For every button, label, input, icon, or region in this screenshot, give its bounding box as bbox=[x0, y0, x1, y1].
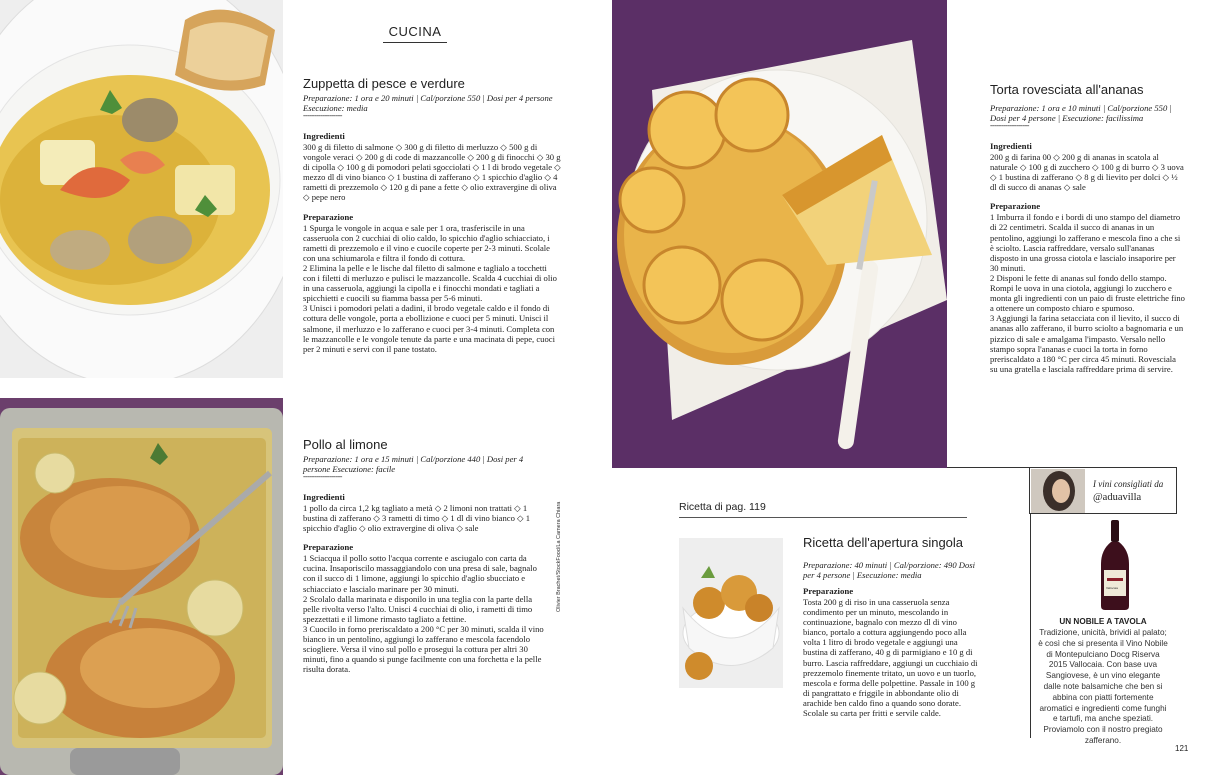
step-2: 2 Scolalo dalla marinata e disponilo in una teglia con la parte della pelle rivolta verso l'alto. Unisci 4 cucchiai di olio, i rametti di timo spezzettati e il limone rimasto tagliato a fettine. bbox=[303, 593, 533, 624]
preparation-heading: Preparazione bbox=[803, 586, 854, 596]
preparation-heading: Preparazione bbox=[990, 201, 1041, 212]
wine-box-top-rule bbox=[947, 467, 1176, 468]
recipe-reference: Ricetta di pag. 119 bbox=[679, 501, 766, 513]
pineapple-cake-photo bbox=[612, 0, 947, 468]
wine-box-bottom-rule bbox=[1029, 513, 1176, 514]
recipe-title: Zuppetta di pesce e verdure bbox=[303, 76, 465, 91]
fish-soup-photo bbox=[0, 0, 283, 378]
divider-dashes: ------------------ bbox=[303, 472, 342, 481]
recipe-title: Pollo al limone bbox=[303, 437, 388, 452]
recipe-meta: Preparazione: 1 ora e 10 minuti | Cal/porzione 550 | Dosi per 4 persone | Esecuzione: facilissima bbox=[990, 103, 1172, 123]
bottle-label: Vallocaia bbox=[1106, 586, 1118, 590]
recipe-meta: Preparazione: 1 ora e 15 minuti | Cal/porzione 440 | Dosi per 4 persone Esecuzione: facile bbox=[303, 454, 524, 474]
recipe-apertura bbox=[803, 535, 983, 718]
reference-rule bbox=[679, 517, 967, 518]
divider-dashes: ------------------ bbox=[990, 121, 1029, 130]
step-2: 2 Elimina la pelle e le lische dal filetto di salmone e taglialo a tocchetti con i filetti di merluzzo e pulisci le mazzancolle. Scalda 4 cucchiai di olio in una casseruola, aggiungi la cipolla e i finocchi mondati e tagliati a spicchietti e cuocili su fiamma bassa per 5-6 minuti. bbox=[303, 262, 557, 304]
step-3: 3 Unisci i pomodori pelati a dadini, il brodo vegetale caldo e il fondo di cottura delle vongole, porta a ebollizione e cuoci per 5 minuti. Unisci il salmone, il merluzzo e lo zafferano e cuoci per 3-4 minuti. Completa con le mazzancolle e le vongole tenute da parte e una macinata di pepe, cuoci per 2 minuti e servi con il pane tostato. bbox=[303, 303, 555, 354]
wine-box-left-rule bbox=[1029, 467, 1030, 514]
recipe-meta: Preparazione: 1 ora e 20 minuti | Cal/porzione 550 | Dosi per 4 persone Esecuzione: media bbox=[303, 93, 553, 113]
step-1: 1 Sciacqua il pollo sotto l'acqua corrente e asciugalo con carta da cucina. Insaporiscilo massaggiandolo con una presa di sale, bagnalo con il succo di 1 limone, aggiungi lo spicchio d'aglio sbucciato e schiacciato e lascialo marinare per 30 minuti. bbox=[303, 553, 537, 594]
recipe-title: Torta rovesciata all'ananas bbox=[990, 82, 1144, 97]
sommelier-handle: @aduavilla bbox=[1093, 492, 1142, 503]
wine-box-right-rule bbox=[1176, 467, 1177, 514]
recipe-meta: Preparazione: 40 minuti | Cal/porzione: 490 Dosi per 4 persone | Esecuzione: media bbox=[803, 560, 976, 580]
recipe-pollo bbox=[303, 437, 548, 674]
ingredients-heading: Ingredienti bbox=[303, 131, 345, 141]
step-2: 2 Disponi le fette di ananas sul fondo dello stampo. Rompi le uova in una ciotola, aggiungi lo zucchero e monta gli ingredienti con un paio di fruste elettriche fino a ottenere un composto chiaro e spumoso. bbox=[990, 272, 1185, 314]
ingredients-text: 200 g di farina 00 ◇ 200 g di ananas in scatola al naturale ◇ 100 g di zucchero ◇ 100 g di burro ◇ 3 uova ◇ 1 bustina di zafferano ◇ 8 g di lievito per dolci ◇ ½ dl di succo di ananas ◇ sale bbox=[990, 152, 1184, 193]
wine-intro: I vini consigliati da bbox=[1093, 479, 1164, 489]
section-title: CUCINA bbox=[383, 24, 447, 43]
divider-dashes: ------------------ bbox=[303, 111, 342, 120]
recipe-torta bbox=[990, 82, 1185, 374]
recipe-zuppetta bbox=[303, 76, 561, 354]
lemon-chicken-photo bbox=[0, 398, 283, 775]
ingredients-text: 300 g di filetto di salmone ◇ 300 g di filetto di merluzzo ◇ 500 g di vongole veraci ◇ 200 g di code di mazzancolle ◇ 200 g di finocchi ◇ 30 g di cipolla ◇ 100 g di pomodori pelati sgocciolati ◇ 1 l di brodo vegetale ◇ mezzo dl di vino bianco ◇ 1 bustina di zafferano ◇ 1 spicchio d'aglio ◇ 4 rametti di prezzemolo ◇ 120 g di pane a fette ◇ olio extravergine di oliva ◇ pepe nero bbox=[303, 142, 561, 203]
wine-title: UN NOBILE A TAVOLA bbox=[1059, 617, 1147, 626]
ingredients-heading: Ingredienti bbox=[990, 141, 1032, 151]
wine-box-side-rule bbox=[1030, 513, 1031, 738]
wine-bottle-image bbox=[1098, 520, 1132, 610]
step-1: 1 Imburra il fondo e i bordi di uno stampo del diametro di 22 centimetri. Scalda il succo di ananas in un pentolino, aggiungi lo zafferano e mescola fino a che si è sciolto. Lascia raffreddare, versalo sull'ananas disposto in una grossa ciotola e lascialo insaporire per 30 minuti. bbox=[990, 212, 1181, 273]
preparation-heading: Preparazione bbox=[303, 542, 354, 553]
step-3: 3 Aggiungi la farina setacciata con il lievito, il succo di ananas allo zafferano, il burro sciolto a bagnomaria e un pizzico di sale e amalgama l'impasto. Versalo nello stampo sopra l'ananas e cuoci la torta in forno preriscaldato a 180 °C per circa 45 minuti. Rovesciala su una gratella e lasciala raffreddare prima di servire. bbox=[990, 313, 1184, 374]
preparation-text: Tosta 200 g di riso in una casseruola senza condimento per un minuto, mescolando in continuazione, bagnalo con mezzo dl di vino bianco, portalo a cottura aggiungendo poco alla volta 1 litro di brodo vegetale e aggiungi una bustina di zafferano, 40 g di parmigiano e 10 g di burro. Lascia raffreddare, aggiungi un cucchiaio di prezzemolo finemente tritato, un uovo e un tuorlo, mescola e forma delle polpettine. Passale in 100 g di pangrattato e friggile in abbondante olio di arachide ben caldo fino a quando sono dorate. Scolale su carta per fritti e servile calde. bbox=[803, 597, 978, 719]
rice-fritters-photo bbox=[679, 538, 783, 688]
photo-credit: Olivier Brachet/StockFood/La Camera Chiara bbox=[556, 501, 562, 612]
ingredients-text: 1 pollo da circa 1,2 kg tagliato a metà ◇ 2 limoni non trattati ◇ 1 bustina di zafferano ◇ 3 rametti di timo ◇ 1 dl di vino bianco ◇ 1 spicchio d'aglio ◇ olio extravergine di oliva ◇ sale bbox=[303, 503, 531, 534]
recipe-title: Ricetta dell'apertura singola bbox=[803, 535, 964, 550]
step-3: 3 Cuocilo in forno preriscaldato a 200 °C per 30 minuti, scalda il vino bianco in un pentolino, aggiungi lo zafferano e mescola facendolo sciogliere. Versa il vino sul pollo e prosegui la cottura per altri 30 minuti, fino a quando si punge facilmente con una forchetta e la pelle risulta dorata. bbox=[303, 623, 544, 675]
preparation-heading: Preparazione bbox=[303, 211, 354, 222]
step-1: 1 Spurga le vongole in acqua e sale per 1 ora, trasferiscile in una casseruola con 2 cucchiai di olio caldo, lo spicchio d'aglio schiacciato, i rametti di prezzemolo e il vino e cuocile coperte per 2-3 minuti. Scolale con una schiumarola e filtra il fondo di cottura. bbox=[303, 222, 550, 263]
ingredients-heading: Ingredienti bbox=[303, 492, 345, 502]
wine-description: Tradizione, unicità, brividi al palato; è così che si presenta il Vino Nobile di Montepulciano Docg Riserva 2015 Vallocaia. Con base uva Sangiovese, è un vino elegante dalle note balsamiche che ben si abbina con piatti fortemente aromatici e ingredienti come funghi e tartufi, ma anche speziati. Proviamolo con il nostro pregiato zafferano. bbox=[1038, 628, 1168, 745]
sommelier-avatar bbox=[1031, 469, 1085, 513]
page-number: 121 bbox=[1175, 744, 1189, 753]
